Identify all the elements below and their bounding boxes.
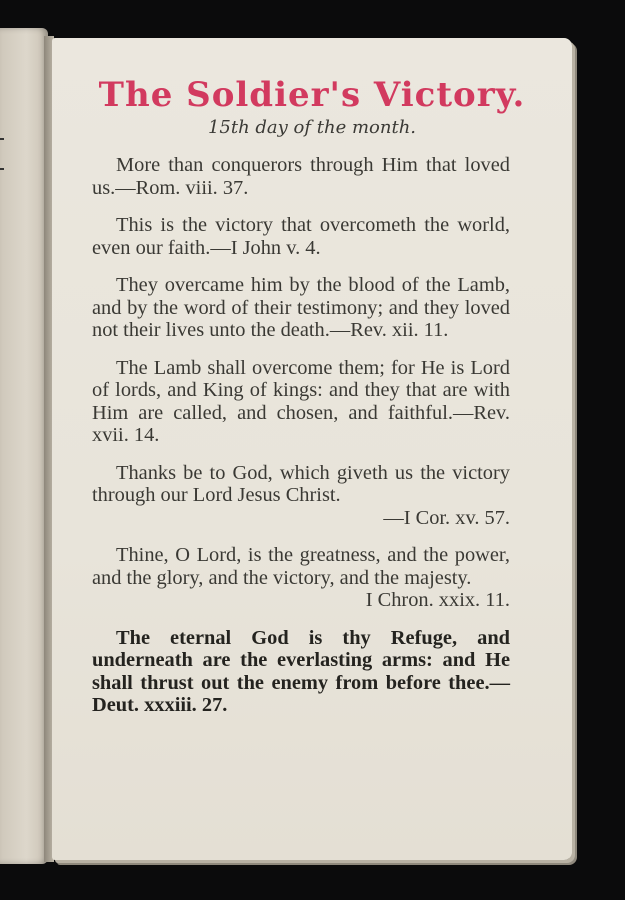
- verse-reference: I Chron. xxix. 11.: [365, 589, 510, 611]
- verse-line: The eternal God is thy Refuge, and: [116, 626, 510, 649]
- verse-1: [92, 154, 510, 199]
- verse-line: He is Lord of lords, and King of kings:: [92, 356, 510, 401]
- verse-3: [92, 274, 510, 342]
- verse-list: [92, 154, 510, 732]
- verse-line: Thanks be to God, which giveth us the: [116, 461, 453, 484]
- verse-7: [92, 627, 510, 717]
- verse-5: [92, 462, 510, 530]
- verse-line: the world, even our faith.—I John v. 4.: [92, 214, 510, 259]
- page-subtitle: 15th day of the month.: [207, 117, 417, 138]
- verse-line: testimony; and they loved not their: [92, 296, 511, 341]
- verse-line: Thine, O Lord, is the greatness, and: [116, 544, 424, 566]
- verse-line: lives unto the death.—Rev. xii. 11.: [165, 319, 449, 341]
- verse-6: [92, 544, 510, 612]
- verse-line: This is the victory that overcometh: [116, 214, 425, 236]
- verse-line: victory through our Lord Jesus Christ.: [92, 461, 510, 506]
- left-page-mark: [0, 168, 4, 170]
- verse-line: that loved us.—Rom. viii. 37.: [92, 154, 510, 199]
- verse-line: the power, and the glory, and the: [92, 544, 510, 589]
- verse-line: and He shall thrust out the enemy from: [92, 649, 510, 694]
- verse-line: and they that are with Him are called,: [92, 379, 511, 424]
- verse-line: victory, and the majesty.: [273, 566, 472, 589]
- verse-line: before thee.—Deut. xxxiii. 27.: [92, 671, 510, 716]
- verse-line: the Lamb, and by the word of their: [92, 274, 511, 319]
- left-page-mark: [0, 138, 4, 140]
- verse-line: and chosen, and faithful.—Rev. xvii. 14.: [92, 401, 510, 446]
- verse-2: [92, 214, 510, 259]
- verse-line: More than conquerors through Him: [116, 154, 427, 176]
- verse-line: They overcame him by the blood of: [116, 274, 426, 296]
- left-page-edge: [0, 28, 48, 864]
- verse-4: [92, 357, 510, 447]
- verse-line: underneath are the everlasting arms:: [92, 649, 443, 671]
- page-title: The Soldier's Victory.: [98, 75, 526, 115]
- verse-line: The Lamb shall overcome them; for: [116, 356, 421, 379]
- verse-reference: —I Cor. xv. 57.: [383, 506, 510, 529]
